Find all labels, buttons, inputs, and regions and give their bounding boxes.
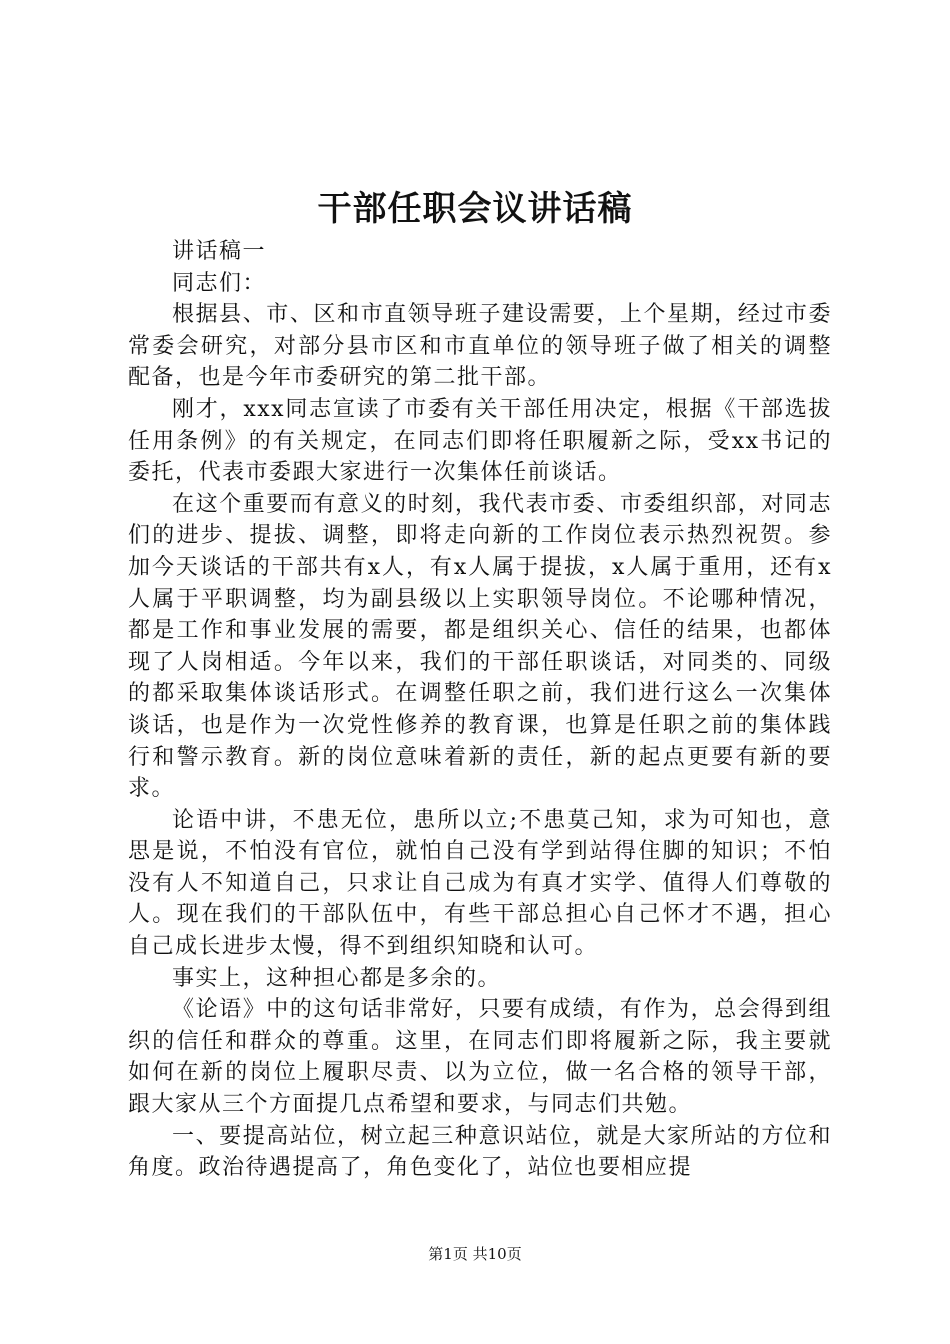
document-title: 干部任职会议讲话稿 xyxy=(317,189,633,229)
paragraph: 事实上，这种担心都是多余的。 xyxy=(172,965,502,991)
paragraph: 在这个重要而有意义的时刻，我代表市委、市委组织部，对同志们的进步、提拔、调整，即将走向新的工作岗位表示热烈祝贺。参加今天谈话的干部共有x人，有x人属于提拔，x人属于重用，还有x人属于平职调整，均为副县级以上实职领导岗位。不论哪种情况，都是工作和事业发展的需要，都是组织关心、信任的结果，也都体现了人岗相适。今年以来，我们的干部任职谈话，对同类的、同级的都采取集体谈话形式。在调整任职之前，我们进行这么一次集体谈话，也是作为一次党性修养的教育课，也算是任职之前的集体践行和警示教育。新的岗位意味着新的责任，新的起点更要有新的要求。 xyxy=(128,491,832,802)
paragraph-label: 讲话稿一 xyxy=(172,239,267,264)
paragraph-salutation: 同志们： xyxy=(172,270,267,296)
paragraph: 刚才，xxx同志宣读了市委有关干部任用决定，根据《干部选拔任用条例》的有关规定，在同志们即将任职履新之际，受xx书记的委托，代表市委跟大家进行一次集体任前谈话。 xyxy=(128,396,832,486)
paragraph: 论语中讲，不患无位，患所以立;不患莫己知，求为可知也，意思是说，不怕没有官位，就怕自己没有学到站得住脚的知识；不怕没有人不知道自己，只求让自己成为有真才实学、值得人们尊敬的人。现在我们的干部队伍中，有些干部总担心自己怀才不遇，担心自己成长进步太慢，得不到组织知晓和认可。 xyxy=(128,807,832,960)
paragraph: 一、要提高站位，树立起三种意识站位，就是大家所站的方位和角度。政治待遇提高了，角色变化了，站位也要相应提 xyxy=(128,1123,832,1181)
paragraph: 根据县、市、区和市直领导班子建设需要，上个星期，经过市委常委会研究，对部分县市区和市直单位的领导班子做了相关的调整配备，也是今年市委研究的第二批干部。 xyxy=(128,302,832,391)
page-footer: 第1页 共10页 xyxy=(428,1245,522,1263)
paragraph: 《论语》中的这句话非常好，只要有成绩，有作为，总会得到组织的信任和群众的尊重。这里，在同志们即将履新之际，我主要就如何在新的岗位上履职尽责、以为立位，做一名合格的领导干部，跟大家从三个方面提几点希望和要求，与同志们共勉。 xyxy=(128,997,832,1118)
document-body xyxy=(128,236,832,1184)
